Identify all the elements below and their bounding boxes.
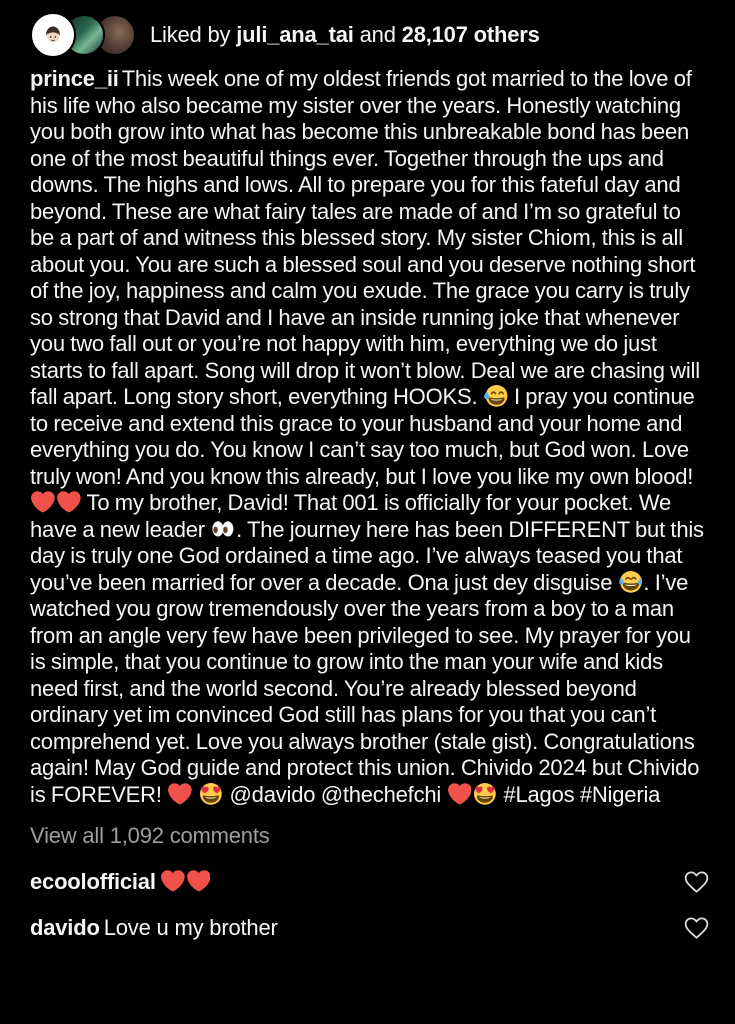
likes-summary[interactable] [150,22,540,48]
comment-text [160,869,212,894]
comment-text: Love u my brother [103,914,278,940]
heart-outline-icon[interactable] [683,868,710,895]
liker-avatars[interactable] [30,12,136,58]
caption-username[interactable]: prince_ii [30,66,119,91]
comment-row [30,914,705,941]
comment-username[interactable]: ecoolofficial [30,868,156,894]
comment-content [30,915,278,941]
heart-outline-icon[interactable] [683,914,710,941]
caption [30,66,705,808]
liker-username[interactable]: juli_ana_tai [236,22,354,47]
and-label: and [359,22,396,47]
comment-content [30,869,211,895]
comment-username[interactable]: davido [30,914,100,940]
cartoon-face-icon [39,21,67,49]
likes-count[interactable]: 28,107 others [401,22,540,47]
likes-bar [30,12,705,58]
caption-text: This week one of my oldest friends got married to the love of his life who also became my sister over the years. Honestly watching you both grow into what has become this unbreakable bond has been one of the most beautiful things ever. Together through the ups and downs. The highs and lows. All to prepare you for this fateful day and beyond. These are what fairy tales are made of and I’m so grateful to be a part of and witness this blessed story. My sister Chiom, this is all about you. You are such a blessed soul and you deserve nothing short of the joy, happiness and calm you exude. The grace you carry is truly so strong that David and I have an inside running joke that whenever you two fall out or you’re not happy with him, everything we do just starts to fall apart. Song will drop it won’t blow. Deal we are chasing will fall apart. Long story short, everything HOOKS. I pray you continue to receive and extend this grace to your husband and your home and everything you do. You know I can’t say too much, but God won. Love truly won! And you know this already, but I love you like my own blood! To my brother, David! That 001 is officially for your pocket. We have a new leader . The journey here has been DIFFERENT but this day is truly one God ordained a time ago. I’ve always teased you that you’ve been married for over a decade. Ona just dey disguise . I’ve watched you grow tremendously over the years from a boy to a man from an angle very few have been privileged to see. My prayer for you is simple, that you continue to grow into the man your wife and kids need first, and the world second. You’re already blessed beyond ordinary yet im convinced God still has plans for you that you can’t comprehend yet. Love you always brother (stale gist). Congratulations again! May God guide and protect this union. Chivido 2024 but Chivido is FOREVER! @davido @thechefchi #Lagos #Nigeria [30,66,704,807]
view-all-comments-link[interactable]: View all 1,092 comments [30,823,270,848]
liker-avatar-1-icon[interactable] [30,12,76,58]
comment-row [30,868,705,895]
liked-by-label: Liked by [150,22,231,47]
